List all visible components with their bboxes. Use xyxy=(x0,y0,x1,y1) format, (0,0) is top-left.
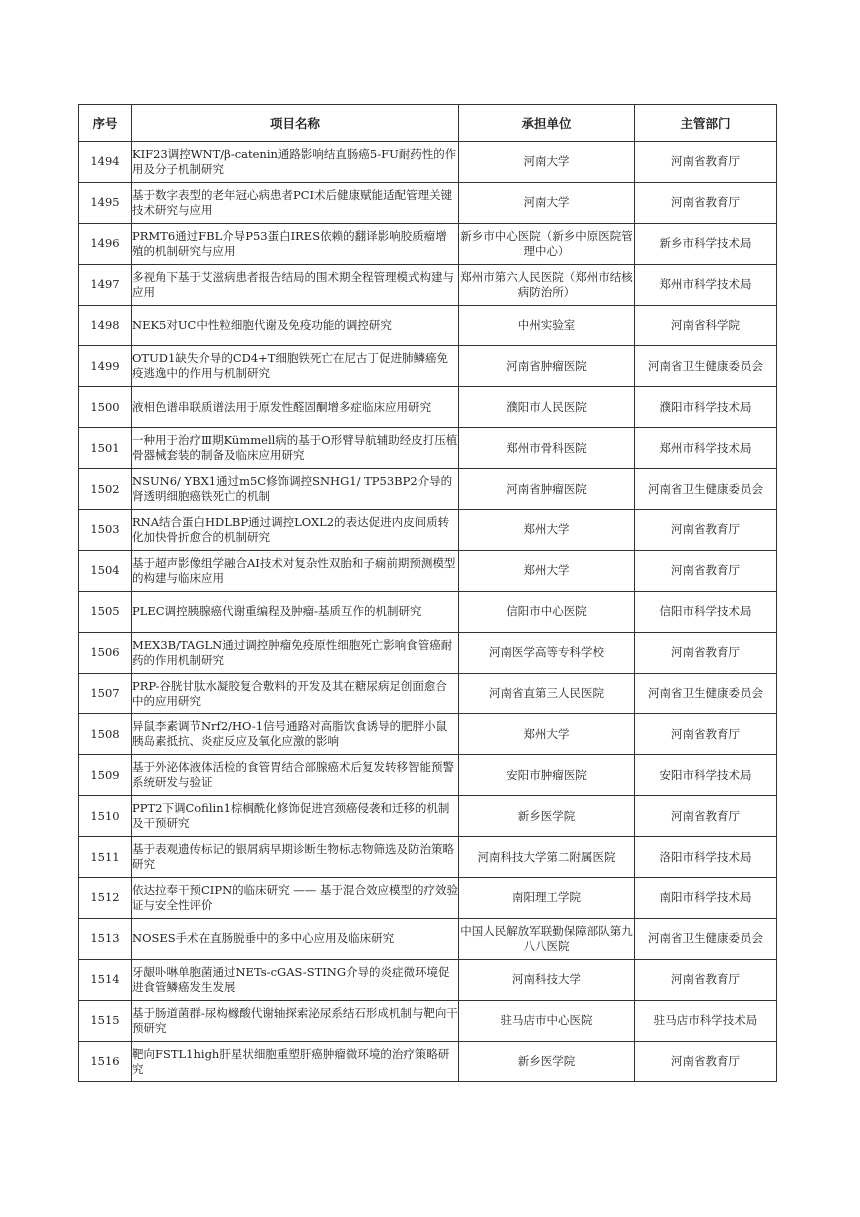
cell-competent-department: 河南省教育厅 xyxy=(635,1041,777,1082)
cell-serial-no: 1502 xyxy=(79,469,132,510)
cell-undertaking-unit: 河南省直第三人民医院 xyxy=(459,673,635,714)
table-row xyxy=(79,1000,777,1041)
cell-serial-no: 1515 xyxy=(79,1000,132,1041)
table-row xyxy=(79,591,777,632)
header-project-name: 项目名称 xyxy=(132,105,459,142)
cell-competent-department: 河南省教育厅 xyxy=(635,796,777,837)
cell-undertaking-unit: 新乡市中心医院（新乡中原医院管理中心） xyxy=(459,223,635,264)
cell-competent-department: 驻马店市科学技术局 xyxy=(635,1000,777,1041)
cell-project-name: NEK5对UC中性粒细胞代谢及免疫功能的调控研究 xyxy=(132,305,459,346)
cell-project-name: NOSES手术在直肠脱垂中的多中心应用及临床研究 xyxy=(132,918,459,959)
cell-undertaking-unit: 新乡医学院 xyxy=(459,796,635,837)
table-row xyxy=(79,428,777,469)
cell-serial-no: 1506 xyxy=(79,632,132,673)
table-row xyxy=(79,305,777,346)
cell-serial-no: 1513 xyxy=(79,918,132,959)
table-row xyxy=(79,755,777,796)
cell-undertaking-unit: 河南医学高等专科学校 xyxy=(459,632,635,673)
cell-competent-department: 信阳市科学技术局 xyxy=(635,591,777,632)
cell-undertaking-unit: 河南大学 xyxy=(459,142,635,183)
table-row xyxy=(79,387,777,428)
cell-serial-no: 1514 xyxy=(79,959,132,1000)
cell-serial-no: 1505 xyxy=(79,591,132,632)
cell-project-name: PPT2下调Cofilin1棕榈酰化修饰促进宫颈癌侵袭和迁移的机制及干预研究 xyxy=(132,796,459,837)
cell-serial-no: 1497 xyxy=(79,264,132,305)
cell-serial-no: 1503 xyxy=(79,510,132,551)
cell-competent-department: 濮阳市科学技术局 xyxy=(635,387,777,428)
cell-project-name: 依达拉奉干预CIPN的临床研究 —— 基于混合效应模型的疗效验证与安全性评价 xyxy=(132,878,459,919)
cell-competent-department: 河南省卫生健康委员会 xyxy=(635,469,777,510)
cell-undertaking-unit: 安阳市肿瘤医院 xyxy=(459,755,635,796)
cell-project-name: PRP-谷胱甘肽水凝胶复合敷料的开发及其在糖尿病足创面愈合中的应用研究 xyxy=(132,673,459,714)
table-row xyxy=(79,550,777,591)
cell-competent-department: 河南省卫生健康委员会 xyxy=(635,346,777,387)
cell-project-name: 基于肠道菌群-尿构橼酸代谢轴探索泌尿系结石形成机制与靶向干预研究 xyxy=(132,1000,459,1041)
cell-serial-no: 1494 xyxy=(79,142,132,183)
cell-serial-no: 1512 xyxy=(79,878,132,919)
cell-competent-department: 河南省教育厅 xyxy=(635,142,777,183)
cell-serial-no: 1498 xyxy=(79,305,132,346)
table-row xyxy=(79,959,777,1000)
header-serial-no: 序号 xyxy=(79,105,132,142)
cell-undertaking-unit: 郑州大学 xyxy=(459,550,635,591)
cell-project-name: 靶向FSTL1high肝星状细胞重塑肝癌肿瘤微环境的治疗策略研究 xyxy=(132,1041,459,1082)
cell-competent-department: 河南省教育厅 xyxy=(635,182,777,223)
cell-competent-department: 河南省教育厅 xyxy=(635,959,777,1000)
header-undertaking-unit: 承担单位 xyxy=(459,105,635,142)
cell-project-name: 一种用于治疗Ⅲ期Kümmell病的基于O形臂导航辅助经皮打压植骨器械套装的制备及临床应用研究 xyxy=(132,428,459,469)
cell-serial-no: 1508 xyxy=(79,714,132,755)
cell-project-name: 液相色谱串联质谱法用于原发性醛固酮增多症临床应用研究 xyxy=(132,387,459,428)
cell-undertaking-unit: 河南科技大学 xyxy=(459,959,635,1000)
cell-project-name: RNA结合蛋白HDLBP通过调控LOXL2的表达促进内皮间质转化加快骨折愈合的机制研究 xyxy=(132,510,459,551)
cell-project-name: 多视角下基于艾滋病患者报告结局的围术期全程管理模式构建与应用 xyxy=(132,264,459,305)
table-row xyxy=(79,469,777,510)
cell-project-name: 基于外泌体液体活检的食管胃结合部腺癌术后复发转移智能预警系统研发与验证 xyxy=(132,755,459,796)
cell-undertaking-unit: 郑州大学 xyxy=(459,510,635,551)
cell-undertaking-unit: 中国人民解放军联勤保障部队第九八八医院 xyxy=(459,918,635,959)
cell-undertaking-unit: 河南大学 xyxy=(459,182,635,223)
cell-project-name: PRMT6通过FBL介导P53蛋白IRES依赖的翻译影响胶质瘤增殖的机制研究与应用 xyxy=(132,223,459,264)
cell-undertaking-unit: 河南科技大学第二附属医院 xyxy=(459,837,635,878)
table-row xyxy=(79,714,777,755)
cell-competent-department: 南阳市科学技术局 xyxy=(635,878,777,919)
cell-project-name: 基于超声影像组学融合AI技术对复杂性双胎和子痫前期预测模型的构建与临床应用 xyxy=(132,550,459,591)
cell-undertaking-unit: 河南省肿瘤医院 xyxy=(459,346,635,387)
table-row xyxy=(79,510,777,551)
table-row xyxy=(79,346,777,387)
cell-undertaking-unit: 驻马店市中心医院 xyxy=(459,1000,635,1041)
cell-competent-department: 洛阳市科学技术局 xyxy=(635,837,777,878)
cell-serial-no: 1499 xyxy=(79,346,132,387)
cell-competent-department: 郑州市科学技术局 xyxy=(635,428,777,469)
cell-serial-no: 1504 xyxy=(79,550,132,591)
cell-project-name: 基于数字表型的老年冠心病患者PCI术后健康赋能适配管理关键技术研究与应用 xyxy=(132,182,459,223)
cell-project-name: 基于表观遗传标记的银屑病早期诊断生物标志物筛选及防治策略研究 xyxy=(132,837,459,878)
cell-competent-department: 河南省卫生健康委员会 xyxy=(635,673,777,714)
cell-project-name: KIF23调控WNT/β-catenin通路影响结直肠癌5-FU耐药性的作用及分子机制研究 xyxy=(132,142,459,183)
cell-undertaking-unit: 信阳市中心医院 xyxy=(459,591,635,632)
cell-serial-no: 1511 xyxy=(79,837,132,878)
table-row xyxy=(79,837,777,878)
table-header-row xyxy=(79,105,777,142)
table-row xyxy=(79,223,777,264)
table-row xyxy=(79,182,777,223)
cell-serial-no: 1510 xyxy=(79,796,132,837)
cell-serial-no: 1495 xyxy=(79,182,132,223)
cell-serial-no: 1516 xyxy=(79,1041,132,1082)
cell-serial-no: 1509 xyxy=(79,755,132,796)
table-row xyxy=(79,142,777,183)
project-table xyxy=(78,104,777,1082)
table-row xyxy=(79,796,777,837)
cell-project-name: MEX3B/TAGLN通过调控肿瘤免疫原性细胞死亡影响食管癌耐药的作用机制研究 xyxy=(132,632,459,673)
cell-competent-department: 河南省教育厅 xyxy=(635,510,777,551)
cell-competent-department: 河南省卫生健康委员会 xyxy=(635,918,777,959)
cell-project-name: 异鼠李素调节Nrf2/HO-1信号通路对高脂饮食诱导的肥胖小鼠胰岛素抵抗、炎症反应及氧化应激的影响 xyxy=(132,714,459,755)
table-row xyxy=(79,673,777,714)
cell-project-name: 牙龈卟啉单胞菌通过NETs-cGAS-STING介导的炎症微环境促进食管鳞癌发生发展 xyxy=(132,959,459,1000)
cell-undertaking-unit: 郑州市第六人民医院（郑州市结核病防治所） xyxy=(459,264,635,305)
cell-competent-department: 新乡市科学技术局 xyxy=(635,223,777,264)
cell-serial-no: 1500 xyxy=(79,387,132,428)
table-row xyxy=(79,1041,777,1082)
cell-serial-no: 1501 xyxy=(79,428,132,469)
table-row xyxy=(79,264,777,305)
header-competent-department: 主管部门 xyxy=(635,105,777,142)
cell-undertaking-unit: 新乡医学院 xyxy=(459,1041,635,1082)
cell-competent-department: 河南省教育厅 xyxy=(635,550,777,591)
cell-serial-no: 1496 xyxy=(79,223,132,264)
cell-project-name: PLEC调控胰腺癌代谢重编程及肿瘤-基质互作的机制研究 xyxy=(132,591,459,632)
cell-undertaking-unit: 河南省肿瘤医院 xyxy=(459,469,635,510)
cell-undertaking-unit: 郑州市骨科医院 xyxy=(459,428,635,469)
cell-competent-department: 郑州市科学技术局 xyxy=(635,264,777,305)
cell-undertaking-unit: 濮阳市人民医院 xyxy=(459,387,635,428)
table-row xyxy=(79,632,777,673)
cell-competent-department: 安阳市科学技术局 xyxy=(635,755,777,796)
cell-serial-no: 1507 xyxy=(79,673,132,714)
table-row xyxy=(79,878,777,919)
cell-undertaking-unit: 郑州大学 xyxy=(459,714,635,755)
cell-competent-department: 河南省教育厅 xyxy=(635,714,777,755)
cell-undertaking-unit: 中州实验室 xyxy=(459,305,635,346)
table-row xyxy=(79,918,777,959)
cell-competent-department: 河南省科学院 xyxy=(635,305,777,346)
cell-project-name: OTUD1缺失介导的CD4+T细胞铁死亡在尼古丁促进肺鳞癌免疫逃逸中的作用与机制研究 xyxy=(132,346,459,387)
cell-competent-department: 河南省教育厅 xyxy=(635,632,777,673)
cell-undertaking-unit: 南阳理工学院 xyxy=(459,878,635,919)
cell-project-name: NSUN6/ YBX1通过m5C修饰调控SNHG1/ TP53BP2介导的肾透明细胞癌铁死亡的机制 xyxy=(132,469,459,510)
